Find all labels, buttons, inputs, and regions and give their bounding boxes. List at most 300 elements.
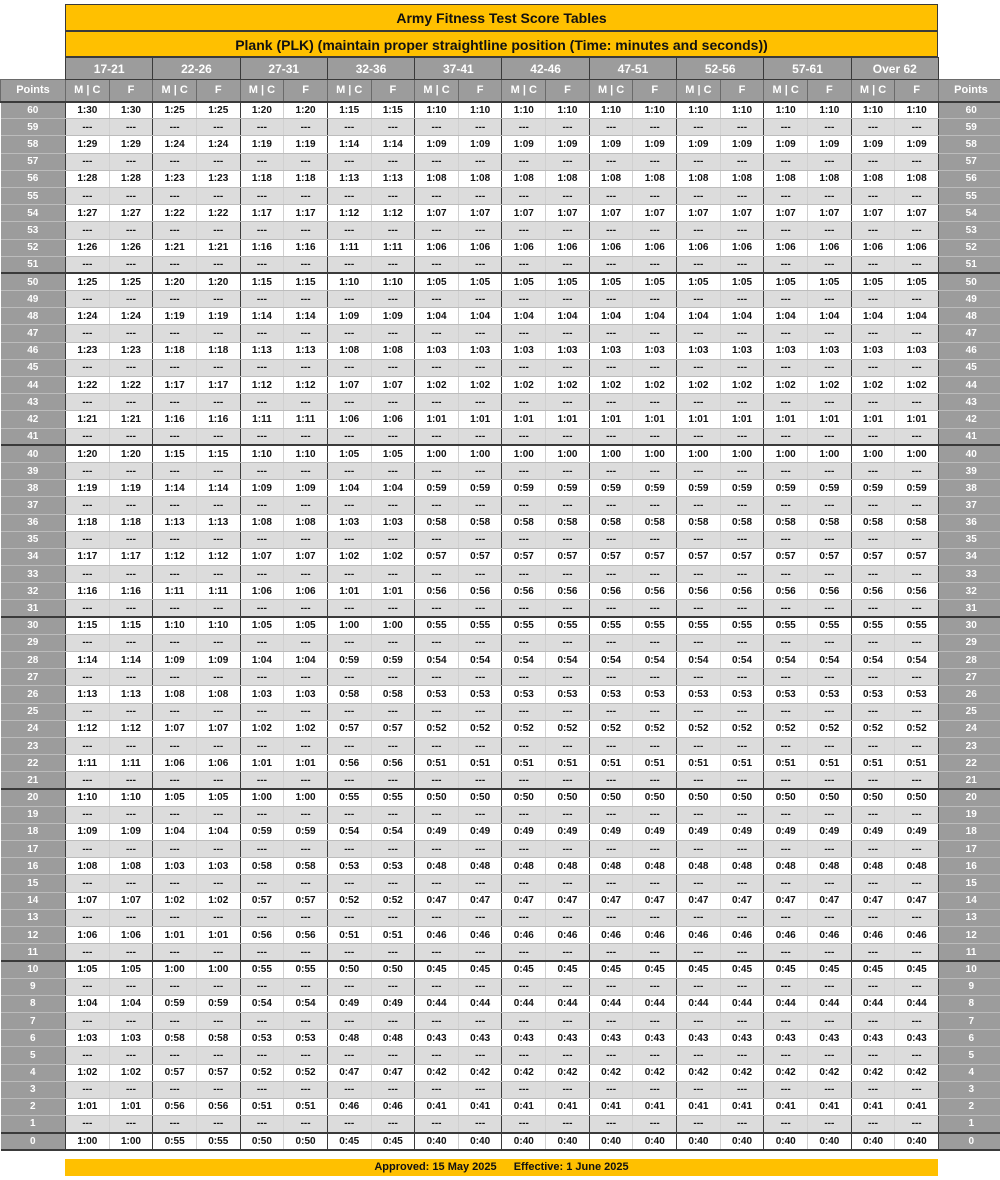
male-combat-header: M | C (851, 80, 895, 102)
f-time-cell: --- (546, 566, 590, 583)
mc-time-cell: --- (851, 325, 895, 342)
f-time-cell: 1:06 (371, 411, 415, 428)
f-time-cell: 0:58 (196, 1030, 240, 1047)
points-cell: 35 (1, 531, 66, 548)
f-time-cell: 0:59 (633, 480, 677, 497)
mc-time-cell: 1:03 (677, 342, 721, 359)
f-time-cell: 0:53 (371, 858, 415, 875)
f-time-cell: --- (196, 394, 240, 411)
points-cell: 28 (938, 652, 1000, 669)
mc-time-cell: 1:03 (502, 342, 546, 359)
mc-time-cell: 1:05 (677, 273, 721, 290)
mc-time-cell: --- (589, 394, 633, 411)
f-time-cell: --- (546, 531, 590, 548)
f-time-cell: 0:54 (546, 652, 590, 669)
f-time-cell: --- (109, 222, 153, 239)
f-time-cell: --- (808, 875, 852, 892)
f-time-cell: --- (633, 634, 677, 651)
points-cell: 8 (938, 995, 1000, 1012)
f-time-cell: --- (895, 462, 939, 479)
f-time-cell: --- (720, 634, 764, 651)
f-time-cell: 1:07 (633, 205, 677, 222)
f-time-cell: --- (546, 1012, 590, 1029)
mc-time-cell: --- (66, 291, 110, 308)
mc-time-cell: 1:08 (502, 170, 546, 187)
mc-time-cell: --- (851, 634, 895, 651)
mc-time-cell: 1:01 (327, 583, 371, 600)
table-row (1, 1012, 1000, 1029)
mc-time-cell: 0:44 (851, 995, 895, 1012)
mc-time-cell: 1:06 (153, 755, 197, 772)
f-time-cell: 1:19 (284, 136, 328, 153)
f-time-cell: --- (109, 600, 153, 617)
points-cell: 4 (938, 1064, 1000, 1081)
f-time-cell: --- (808, 497, 852, 514)
mc-time-cell: --- (240, 428, 284, 445)
points-cell: 18 (1, 823, 66, 840)
age-group-header: 57-61 (764, 58, 851, 80)
f-time-cell: 0:59 (895, 480, 939, 497)
footer-dates (65, 1159, 938, 1176)
points-cell: 53 (1, 222, 66, 239)
mc-time-cell: --- (153, 1116, 197, 1133)
mc-time-cell: --- (415, 978, 459, 995)
mc-time-cell: --- (851, 875, 895, 892)
f-time-cell: --- (371, 737, 415, 754)
mc-time-cell: --- (415, 909, 459, 926)
mc-time-cell: 1:10 (677, 102, 721, 119)
mc-time-cell: 1:02 (677, 377, 721, 394)
f-time-cell: --- (109, 944, 153, 961)
f-time-cell: --- (371, 669, 415, 686)
f-time-cell: --- (546, 772, 590, 789)
points-cell: 19 (938, 806, 1000, 823)
mc-time-cell: --- (240, 1047, 284, 1064)
f-time-cell: --- (284, 944, 328, 961)
mc-time-cell: --- (415, 394, 459, 411)
mc-time-cell: --- (502, 1116, 546, 1133)
mc-time-cell: 0:52 (589, 720, 633, 737)
f-time-cell: --- (196, 634, 240, 651)
mc-time-cell: 0:41 (589, 1098, 633, 1115)
mc-time-cell: --- (415, 1047, 459, 1064)
table-row (1, 325, 1000, 342)
f-time-cell: 1:02 (371, 548, 415, 565)
f-time-cell: --- (371, 634, 415, 651)
mc-time-cell: 0:47 (415, 892, 459, 909)
mc-time-cell: 0:40 (589, 1133, 633, 1150)
mc-time-cell: 1:05 (240, 617, 284, 634)
points-cell: 34 (938, 548, 1000, 565)
mc-time-cell: --- (589, 978, 633, 995)
female-header: F (546, 80, 590, 102)
mc-time-cell: 1:10 (415, 102, 459, 119)
f-time-cell: --- (196, 256, 240, 273)
f-time-cell: 1:02 (546, 377, 590, 394)
f-time-cell: 1:05 (371, 445, 415, 462)
f-time-cell: --- (458, 841, 502, 858)
f-time-cell: 1:03 (196, 858, 240, 875)
points-cell: 18 (938, 823, 1000, 840)
f-time-cell: 0:55 (808, 617, 852, 634)
mc-time-cell: --- (66, 394, 110, 411)
f-time-cell: --- (895, 772, 939, 789)
f-time-cell: 0:50 (371, 961, 415, 978)
points-cell: 60 (1, 102, 66, 119)
f-time-cell: --- (371, 1047, 415, 1064)
table-row (1, 428, 1000, 445)
mc-time-cell: 0:43 (415, 1030, 459, 1047)
table-row (1, 291, 1000, 308)
mc-time-cell: --- (327, 703, 371, 720)
mc-time-cell: --- (851, 737, 895, 754)
mc-time-cell: --- (153, 978, 197, 995)
f-time-cell: 0:54 (808, 652, 852, 669)
f-time-cell: --- (109, 291, 153, 308)
f-time-cell: 1:11 (371, 239, 415, 256)
f-time-cell: 1:05 (196, 789, 240, 806)
female-header: F (109, 80, 153, 102)
f-time-cell: --- (109, 669, 153, 686)
f-time-cell: --- (196, 153, 240, 170)
mc-time-cell: 0:56 (677, 583, 721, 600)
mc-time-cell: 1:04 (153, 823, 197, 840)
mc-time-cell: --- (153, 909, 197, 926)
mc-time-cell: 0:45 (327, 1133, 371, 1150)
mc-time-cell: 1:09 (240, 480, 284, 497)
f-time-cell: 0:43 (458, 1030, 502, 1047)
mc-time-cell: --- (153, 222, 197, 239)
mc-time-cell: --- (153, 531, 197, 548)
f-time-cell: 0:56 (633, 583, 677, 600)
f-time-cell: --- (808, 531, 852, 548)
mc-time-cell: --- (502, 875, 546, 892)
points-cell: 9 (938, 978, 1000, 995)
mc-time-cell: 0:48 (327, 1030, 371, 1047)
mc-time-cell: --- (327, 256, 371, 273)
male-combat-header: M | C (677, 80, 721, 102)
table-row (1, 978, 1000, 995)
points-cell: 36 (938, 514, 1000, 531)
f-time-cell: 1:19 (196, 308, 240, 325)
mc-time-cell: 0:44 (589, 995, 633, 1012)
mc-time-cell: --- (66, 875, 110, 892)
mc-time-cell: 1:12 (153, 548, 197, 565)
f-time-cell: --- (633, 256, 677, 273)
table-row (1, 634, 1000, 651)
mc-time-cell: --- (327, 978, 371, 995)
points-cell: 1 (1, 1116, 66, 1133)
f-time-cell: --- (458, 772, 502, 789)
points-cell: 46 (1, 342, 66, 359)
f-time-cell: 0:47 (720, 892, 764, 909)
mc-time-cell: 0:43 (677, 1030, 721, 1047)
mc-time-cell: --- (502, 772, 546, 789)
table-row (1, 600, 1000, 617)
f-time-cell: --- (196, 566, 240, 583)
f-time-cell: 0:54 (458, 652, 502, 669)
f-time-cell: 0:51 (546, 755, 590, 772)
points-cell: 54 (1, 205, 66, 222)
f-time-cell: 0:43 (808, 1030, 852, 1047)
f-time-cell: --- (458, 1081, 502, 1098)
age-group-header: 27-31 (240, 58, 327, 80)
mc-time-cell: --- (677, 222, 721, 239)
f-time-cell: 0:55 (196, 1133, 240, 1150)
f-time-cell: 1:10 (458, 102, 502, 119)
f-time-cell: --- (109, 187, 153, 204)
mc-time-cell: 0:58 (677, 514, 721, 531)
f-time-cell: 1:07 (546, 205, 590, 222)
f-time-cell: 0:58 (284, 858, 328, 875)
f-time-cell: --- (109, 772, 153, 789)
points-cell: 54 (938, 205, 1000, 222)
f-time-cell: 0:55 (633, 617, 677, 634)
mc-time-cell: --- (677, 394, 721, 411)
f-time-cell: --- (895, 669, 939, 686)
f-time-cell: 0:56 (895, 583, 939, 600)
f-time-cell: --- (109, 394, 153, 411)
points-cell: 48 (1, 308, 66, 325)
points-cell: 2 (1, 1098, 66, 1115)
table-row (1, 239, 1000, 256)
f-time-cell: --- (109, 153, 153, 170)
mc-time-cell: 0:55 (851, 617, 895, 634)
mc-time-cell: 0:56 (240, 927, 284, 944)
male-combat-header: M | C (415, 80, 459, 102)
f-time-cell: 0:42 (808, 1064, 852, 1081)
mc-time-cell: --- (502, 153, 546, 170)
f-time-cell: --- (284, 119, 328, 136)
mc-time-cell: 0:44 (677, 995, 721, 1012)
mc-time-cell: 0:52 (851, 720, 895, 737)
mc-time-cell: 0:42 (415, 1064, 459, 1081)
f-time-cell: --- (808, 806, 852, 823)
f-time-cell: 1:03 (371, 514, 415, 531)
f-time-cell: 1:12 (371, 205, 415, 222)
mc-time-cell: --- (66, 737, 110, 754)
f-time-cell: 1:03 (808, 342, 852, 359)
f-time-cell: --- (371, 428, 415, 445)
mc-time-cell: 0:53 (764, 686, 808, 703)
f-time-cell: --- (458, 1012, 502, 1029)
f-time-cell: --- (109, 256, 153, 273)
mc-time-cell: --- (851, 978, 895, 995)
f-time-cell: --- (546, 256, 590, 273)
f-time-cell: 0:46 (895, 927, 939, 944)
f-time-cell: --- (109, 566, 153, 583)
mc-time-cell: 1:04 (66, 995, 110, 1012)
mc-time-cell: --- (240, 291, 284, 308)
f-time-cell: --- (633, 359, 677, 376)
table-row (1, 480, 1000, 497)
table-row (1, 514, 1000, 531)
mc-time-cell: --- (153, 841, 197, 858)
points-cell: 21 (1, 772, 66, 789)
f-time-cell: --- (196, 1047, 240, 1064)
mc-time-cell: --- (415, 256, 459, 273)
mc-time-cell: --- (153, 291, 197, 308)
f-time-cell: --- (371, 325, 415, 342)
mc-time-cell: 1:00 (66, 1133, 110, 1150)
points-cell: 2 (938, 1098, 1000, 1115)
mc-time-cell: 1:07 (240, 548, 284, 565)
f-time-cell: --- (284, 806, 328, 823)
f-time-cell: 1:04 (109, 995, 153, 1012)
f-time-cell: --- (196, 806, 240, 823)
f-time-cell: 1:10 (808, 102, 852, 119)
mc-time-cell: 1:10 (240, 445, 284, 462)
points-cell: 48 (938, 308, 1000, 325)
f-time-cell: 1:05 (633, 273, 677, 290)
f-time-cell: --- (371, 153, 415, 170)
mc-time-cell: --- (415, 119, 459, 136)
f-time-cell: 1:06 (284, 583, 328, 600)
f-time-cell: --- (720, 325, 764, 342)
f-time-cell: --- (371, 1081, 415, 1098)
points-cell: 12 (938, 927, 1000, 944)
f-time-cell: --- (633, 806, 677, 823)
f-time-cell: --- (458, 703, 502, 720)
mc-time-cell: --- (415, 428, 459, 445)
mc-time-cell: --- (589, 1047, 633, 1064)
f-time-cell: --- (458, 256, 502, 273)
f-time-cell: --- (546, 428, 590, 445)
points-cell: 23 (938, 737, 1000, 754)
points-cell: 46 (938, 342, 1000, 359)
mc-time-cell: 0:53 (327, 858, 371, 875)
f-time-cell: 0:50 (546, 789, 590, 806)
f-time-cell: --- (808, 462, 852, 479)
mc-time-cell: 1:01 (66, 1098, 110, 1115)
f-time-cell: --- (458, 600, 502, 617)
f-time-cell: --- (720, 153, 764, 170)
f-time-cell: --- (458, 291, 502, 308)
mc-time-cell: --- (764, 737, 808, 754)
mc-time-cell: 1:17 (153, 377, 197, 394)
f-time-cell: --- (895, 703, 939, 720)
mc-time-cell: --- (851, 119, 895, 136)
mc-time-cell: 1:13 (153, 514, 197, 531)
mc-time-cell: 1:00 (589, 445, 633, 462)
f-time-cell: 0:56 (720, 583, 764, 600)
mc-time-cell: 1:09 (327, 308, 371, 325)
mc-time-cell: 0:59 (415, 480, 459, 497)
f-time-cell: --- (633, 1012, 677, 1029)
mc-time-cell: --- (327, 944, 371, 961)
mc-time-cell: --- (66, 909, 110, 926)
mc-time-cell: --- (764, 978, 808, 995)
f-time-cell: 1:10 (371, 273, 415, 290)
f-time-cell: 0:53 (720, 686, 764, 703)
mc-time-cell: 1:01 (851, 411, 895, 428)
f-time-cell: --- (895, 944, 939, 961)
mc-time-cell: --- (677, 291, 721, 308)
f-time-cell: --- (371, 600, 415, 617)
f-time-cell: --- (808, 841, 852, 858)
mc-time-cell: 0:46 (851, 927, 895, 944)
mc-time-cell: 1:05 (851, 273, 895, 290)
mc-time-cell: 0:49 (764, 823, 808, 840)
mc-time-cell: --- (677, 566, 721, 583)
mc-time-cell: 0:44 (502, 995, 546, 1012)
f-time-cell: 0:57 (720, 548, 764, 565)
mc-time-cell: 0:44 (764, 995, 808, 1012)
f-time-cell: --- (633, 841, 677, 858)
f-time-cell: --- (371, 256, 415, 273)
mc-time-cell: --- (66, 1012, 110, 1029)
f-time-cell: 1:00 (458, 445, 502, 462)
mc-time-cell: --- (764, 428, 808, 445)
mc-time-cell: --- (851, 1081, 895, 1098)
mc-time-cell: --- (327, 222, 371, 239)
mc-time-cell: --- (66, 153, 110, 170)
mc-time-cell: 1:03 (851, 342, 895, 359)
mc-time-cell: 0:42 (502, 1064, 546, 1081)
mc-time-cell: 0:50 (589, 789, 633, 806)
mc-time-cell: --- (415, 841, 459, 858)
table-row (1, 308, 1000, 325)
corner-blank (938, 58, 1000, 80)
mc-time-cell: --- (66, 1116, 110, 1133)
f-time-cell: 0:47 (458, 892, 502, 909)
f-time-cell: --- (633, 119, 677, 136)
f-time-cell: --- (458, 119, 502, 136)
f-time-cell: --- (284, 359, 328, 376)
f-time-cell: 0:57 (458, 548, 502, 565)
f-time-cell: 1:12 (109, 720, 153, 737)
f-time-cell: --- (895, 1012, 939, 1029)
f-time-cell: --- (546, 359, 590, 376)
f-time-cell: 1:18 (284, 170, 328, 187)
f-time-cell: 1:26 (109, 239, 153, 256)
table-row (1, 789, 1000, 806)
mc-time-cell: --- (589, 737, 633, 754)
mc-time-cell: 0:49 (415, 823, 459, 840)
mc-time-cell: --- (502, 394, 546, 411)
mc-time-cell: --- (66, 256, 110, 273)
f-time-cell: --- (109, 909, 153, 926)
mc-time-cell: --- (502, 1081, 546, 1098)
points-cell: 52 (1, 239, 66, 256)
table-row (1, 256, 1000, 273)
f-time-cell: --- (895, 909, 939, 926)
f-time-cell: --- (720, 737, 764, 754)
f-time-cell: 1:21 (196, 239, 240, 256)
f-time-cell: 0:52 (633, 720, 677, 737)
mc-time-cell: --- (677, 1047, 721, 1064)
mc-time-cell: --- (502, 531, 546, 548)
f-time-cell: 0:42 (546, 1064, 590, 1081)
points-cell: 60 (938, 102, 1000, 119)
mc-time-cell: 0:42 (589, 1064, 633, 1081)
points-cell: 4 (1, 1064, 66, 1081)
f-time-cell: --- (196, 187, 240, 204)
points-cell: 47 (938, 325, 1000, 342)
mc-time-cell: --- (327, 119, 371, 136)
mc-time-cell: --- (66, 187, 110, 204)
mc-time-cell: --- (502, 1012, 546, 1029)
mc-time-cell: --- (415, 1012, 459, 1029)
effective-date: Effective: 1 June 2025 (513, 1161, 629, 1173)
f-time-cell: --- (284, 325, 328, 342)
f-time-cell: 0:42 (895, 1064, 939, 1081)
f-time-cell: --- (458, 359, 502, 376)
mc-time-cell: 1:04 (851, 308, 895, 325)
f-time-cell: 1:00 (109, 1133, 153, 1150)
mc-time-cell: --- (240, 497, 284, 514)
mc-time-cell: 1:02 (764, 377, 808, 394)
